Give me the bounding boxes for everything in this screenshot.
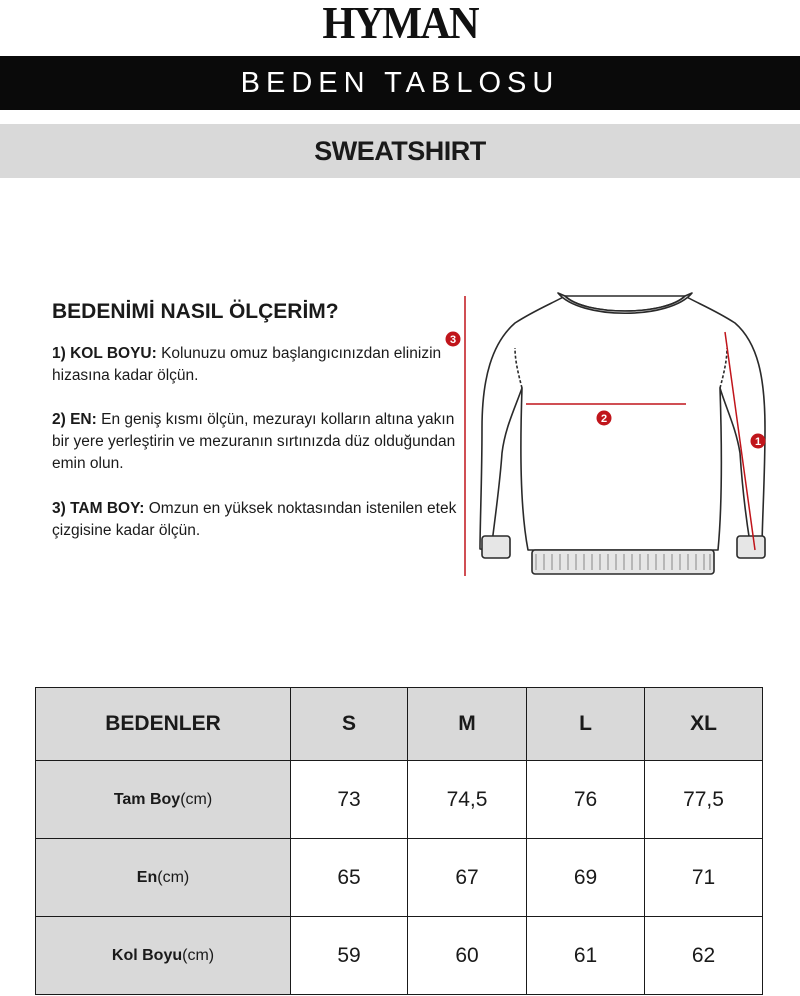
table-cell: 76 — [527, 761, 645, 839]
header-sizes: BEDENLER — [36, 688, 291, 761]
brand-logo: HYMAN — [322, 0, 478, 48]
table-cell: 61 — [527, 917, 645, 995]
header-size-l: L — [527, 688, 645, 761]
table-cell: 67 — [408, 839, 527, 917]
table-cell: 69 — [527, 839, 645, 917]
product-category: SWEATSHIRT — [0, 124, 800, 178]
guide-step-label: 3) TAM BOY: — [52, 500, 145, 517]
marker-2-icon — [597, 411, 612, 426]
sweatshirt-icon — [480, 293, 765, 574]
sweatshirt-measurement-diagram — [440, 288, 780, 588]
row-label-width: En(cm) — [36, 839, 291, 917]
guide-step-width — [52, 409, 462, 475]
table-header-row — [36, 688, 763, 761]
table-row — [36, 761, 763, 839]
header-size-xl: XL — [645, 688, 763, 761]
marker-1-icon — [751, 434, 766, 449]
row-label-length: Tam Boy(cm) — [36, 761, 291, 839]
guide-step-text: Kolunuzu omuz başlangıcınızdan elinizin hizasına kadar ölçün. — [52, 345, 442, 384]
row-label-sleeve: Kol Boyu(cm) — [36, 917, 291, 995]
guide-step-text: En geniş kısmı ölçün, mezurayı kolların altına yakın bir yere yerleştirin ve mezuranın sırtınızda düz olduğundan emin olun. — [52, 411, 456, 472]
page-title: BEDEN TABLOSU — [0, 56, 800, 110]
table-cell: 62 — [645, 917, 763, 995]
marker-2-label: 2 — [600, 413, 608, 425]
marker-3-icon — [446, 332, 461, 347]
size-table — [35, 687, 763, 995]
marker-1-label: 1 — [754, 436, 762, 448]
guide-step-length — [52, 498, 462, 542]
table-cell: 73 — [291, 761, 408, 839]
table-cell: 77,5 — [645, 761, 763, 839]
guide-title: BEDENİMİ NASIL ÖLÇERİM? — [52, 300, 339, 323]
table-cell: 59 — [291, 917, 408, 995]
table-cell: 74,5 — [408, 761, 527, 839]
table-cell: 71 — [645, 839, 763, 917]
header-size-m: M — [408, 688, 527, 761]
guide-step-text: Omzun en yüksek noktasından istenilen etek çizgisine kadar ölçün. — [52, 500, 457, 539]
marker-3-label: 3 — [449, 334, 457, 346]
guide-step-label: 1) KOL BOYU: — [52, 345, 157, 362]
table-row — [36, 839, 763, 917]
table-row — [36, 917, 763, 995]
header-size-s: S — [291, 688, 408, 761]
table-cell: 65 — [291, 839, 408, 917]
guide-step-sleeve — [52, 343, 462, 387]
guide-step-label: 2) EN: — [52, 411, 97, 428]
table-cell: 60 — [408, 917, 527, 995]
